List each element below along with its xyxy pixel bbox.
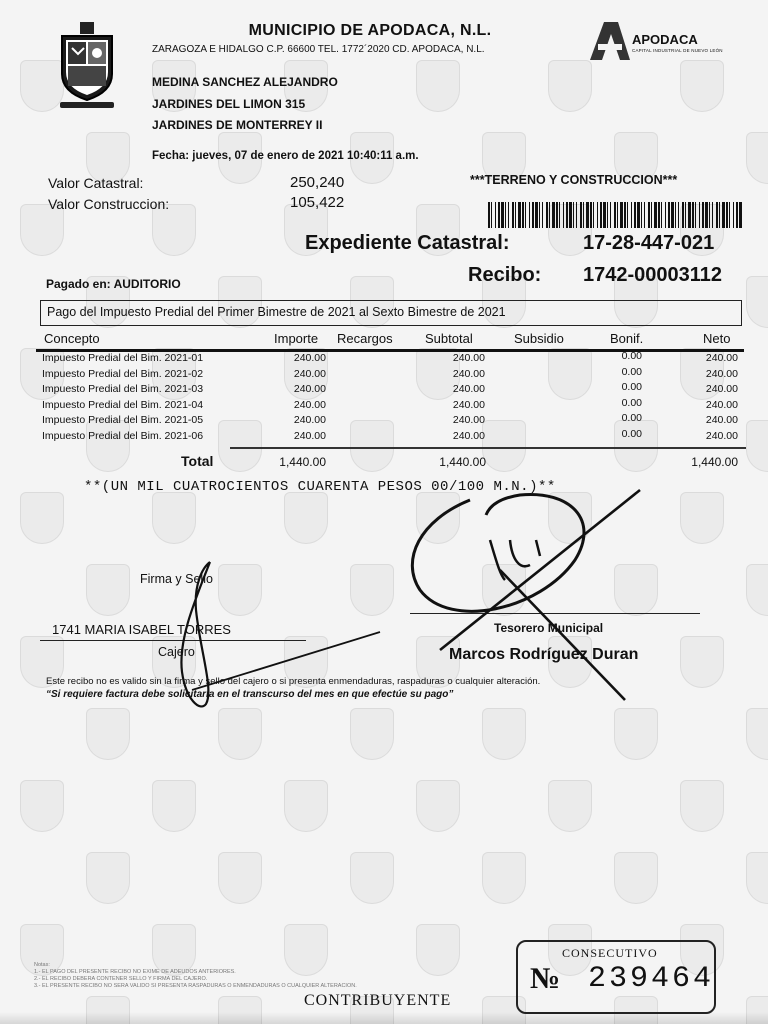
table-row-importe: 240.00 [293, 352, 326, 364]
col-header-bonif: Bonif. [610, 331, 644, 346]
table-row-subtotal: 240.00 [452, 398, 485, 411]
watermark-shield-icon [218, 564, 262, 616]
treasurer-signature-line [410, 613, 700, 614]
col-header-subtotal: Subtotal [425, 331, 473, 346]
col-header-concepto: Concepto [44, 331, 100, 346]
taxpayer-name: MEDINA SANCHEZ ALEJANDRO [152, 75, 338, 89]
watermark-shield-icon [482, 420, 526, 472]
cashier-name: 1741 MARIA ISABEL TORRES [52, 622, 231, 637]
watermark-shield-icon [20, 780, 64, 832]
watermark-shield-icon [20, 492, 64, 544]
treasurer-label: Tesorero Municipal [494, 621, 604, 635]
consecutive-label: CONSECUTIVO [562, 946, 658, 960]
table-row-bonif: 0.00 [621, 396, 642, 409]
table-row-importe: 240.00 [293, 367, 326, 380]
watermark-shield-icon [350, 564, 394, 616]
watermark-shield-icon [746, 852, 768, 904]
watermark-shield-icon [482, 708, 526, 760]
construction-value-label: Valor Construccion: [48, 196, 170, 212]
watermark-shield-icon [284, 780, 328, 832]
table-row-subtotal: 240.00 [452, 367, 485, 380]
watermark-shield-icon [152, 780, 196, 832]
brand-name: APODACA [632, 32, 698, 47]
construction-value: 105,422 [290, 194, 345, 211]
payment-location: Pagado en: AUDITORIO [46, 277, 181, 291]
signature-seal-label: Firma y Sello [140, 572, 213, 586]
watermark-shield-icon [680, 492, 724, 544]
watermark-shield-icon [86, 564, 130, 616]
expediente-label: Expediente Catastral: [305, 232, 510, 254]
table-row-importe: 240.00 [293, 383, 326, 396]
fine-print-line: Notas: [34, 962, 50, 968]
cashier-label: Cajero [158, 645, 195, 659]
watermark-shield-icon [284, 924, 328, 976]
total-neto: 1,440.00 [691, 455, 738, 469]
watermark-shield-icon [416, 780, 460, 832]
table-row-bonif: 0.00 [621, 412, 642, 425]
table-row-bonif: 0.00 [621, 350, 642, 362]
watermark-shield-icon [218, 708, 262, 760]
table-row-concepto: Impuesto Predial del Bim. 2021-06 [42, 430, 204, 442]
fine-print-line: 3.- EL PRESENTE RECIBO NO SERA VALIDO SI PRESENTA RASPADURAS O ENMENDADURAS O CUALQUIER ALTERACION. [34, 983, 357, 989]
total-subtotal: 1,440.00 [439, 455, 486, 469]
watermark-shield-icon [86, 420, 130, 472]
col-header-neto: Neto [703, 331, 731, 346]
watermark-shield-icon [680, 780, 724, 832]
recibo-label: Recibo: [468, 264, 542, 286]
validity-notice: Este recibo no es valido sin la firma y sello del cajero o si presenta enmendaduras, raspaduras o cualquier alteración. [46, 676, 541, 687]
watermark-shield-icon [350, 420, 394, 472]
table-row-importe: 240.00 [293, 414, 326, 427]
watermark-shield-icon [482, 852, 526, 904]
watermark-shield-icon [86, 852, 130, 904]
consecutive-number: 239464 [588, 962, 715, 996]
watermark-shield-icon [152, 492, 196, 544]
coat-of-arms-icon [56, 22, 118, 110]
barcode-icon [488, 202, 742, 228]
catastral-value: 250,240 [290, 174, 345, 191]
watermark-shield-icon [548, 60, 592, 112]
watermark-shield-icon [746, 708, 768, 760]
watermark-shield-icon [680, 636, 724, 688]
table-row-subtotal: 240.00 [452, 383, 485, 396]
col-header-importe: Importe [274, 331, 319, 346]
watermark-shield-icon [548, 492, 592, 544]
table-row-subtotal: 240.00 [452, 352, 485, 364]
catastral-value-label: Valor Catastral: [48, 175, 144, 191]
table-row-neto: 240.00 [705, 352, 738, 364]
table-row-concepto: Impuesto Predial del Bim. 2021-03 [42, 383, 204, 396]
cashier-signature-line [40, 640, 306, 641]
table-row-bonif: 0.00 [621, 428, 642, 440]
col-header-subsidio: Subsidio [514, 331, 564, 346]
watermark-shield-icon [416, 492, 460, 544]
table-row-neto: 240.00 [705, 398, 738, 411]
watermark-shield-icon [86, 708, 130, 760]
receipt-date: Fecha: jueves, 07 de enero de 2021 10:40:11 a.m. [152, 150, 419, 162]
table-row-concepto: Impuesto Predial del Bim. 2021-01 [42, 352, 204, 364]
property-type: ***TERRENO Y CONSTRUCCION*** [470, 173, 678, 187]
watermark-shield-icon [614, 708, 658, 760]
watermark-shield-icon [746, 132, 768, 184]
watermark-shield-icon [482, 564, 526, 616]
table-row-subtotal: 240.00 [452, 430, 485, 442]
watermark-shield-icon [284, 492, 328, 544]
table-row-concepto: Impuesto Predial del Bim. 2021-04 [42, 398, 204, 411]
number-sign: № [530, 962, 561, 995]
table-row-neto: 240.00 [705, 367, 738, 380]
invoice-notice: “Si requiere factura debe solicitarla en el transcurso del mes en que efectúe su pago” [46, 689, 454, 700]
fine-print-line: 2.- EL RECIBO DEBERA CONTENER SELLO Y FIRMA DEL CAJERO. [34, 976, 208, 982]
table-row-neto: 240.00 [705, 414, 738, 427]
watermark-shield-icon [680, 60, 724, 112]
table-row-neto: 240.00 [705, 430, 738, 442]
treasurer-name: Marcos Rodríguez Duran [449, 646, 639, 663]
col-header-recargos: Recargos [337, 331, 393, 346]
watermark-shield-icon [350, 708, 394, 760]
watermark-shield-icon [416, 924, 460, 976]
table-row-concepto: Impuesto Predial del Bim. 2021-02 [42, 367, 204, 380]
watermark-shield-icon [614, 564, 658, 616]
taxpayer-street: JARDINES DEL LIMON 315 [152, 97, 306, 111]
watermark-shield-icon [218, 852, 262, 904]
watermark-shield-icon [416, 60, 460, 112]
table-row-subtotal: 240.00 [452, 414, 485, 427]
taxpayer-colony: JARDINES DE MONTERREY II [152, 118, 323, 132]
expediente-value: 17-28-447-021 [583, 232, 715, 254]
municipio-title: MUNICIPIO DE APODACA, N.L. [248, 22, 492, 39]
fine-print-line: 1.- EL PAGO DEL PRESENTE RECIBO NO EXIME DE ADEUDOS ANTERIORES. [34, 969, 236, 975]
brand-tagline: CAPITAL INDUSTRIAL DE NUEVO LEÓN [632, 48, 723, 53]
table-row-importe: 240.00 [293, 398, 326, 411]
table-row-bonif: 0.00 [621, 381, 642, 394]
recibo-value: 1742-00003112 [583, 264, 723, 286]
watermark-shield-icon [614, 852, 658, 904]
watermark-shield-icon [548, 780, 592, 832]
watermark-shield-icon [746, 276, 768, 328]
total-importe: 1,440.00 [279, 455, 326, 469]
table-row-concepto: Impuesto Predial del Bim. 2021-05 [42, 414, 204, 427]
watermark-shield-icon [746, 564, 768, 616]
bottom-edge-shadow [0, 1012, 768, 1024]
watermark-shield-icon [350, 852, 394, 904]
table-row-neto: 240.00 [705, 383, 738, 396]
payment-description: Pago del Impuesto Predial del Primer Bimestre de 2021 al Sexto Bimestre de 2021 [40, 300, 742, 326]
total-divider [230, 447, 746, 449]
copy-label: CONTRIBUYENTE [304, 992, 452, 1009]
table-row-bonif: 0.00 [621, 365, 642, 378]
watermark-shield-icon [746, 420, 768, 472]
total-label: Total [181, 453, 214, 469]
municipio-address: ZARAGOZA E HIDALGO C.P. 66600 TEL. 1772´2020 CD. APODACA, N.L. [152, 44, 485, 55]
amount-in-words: **(UN MIL CUATROCIENTOS CUARENTA PESOS 00/100 M.N.)** [84, 479, 556, 495]
table-row-importe: 240.00 [293, 430, 326, 442]
